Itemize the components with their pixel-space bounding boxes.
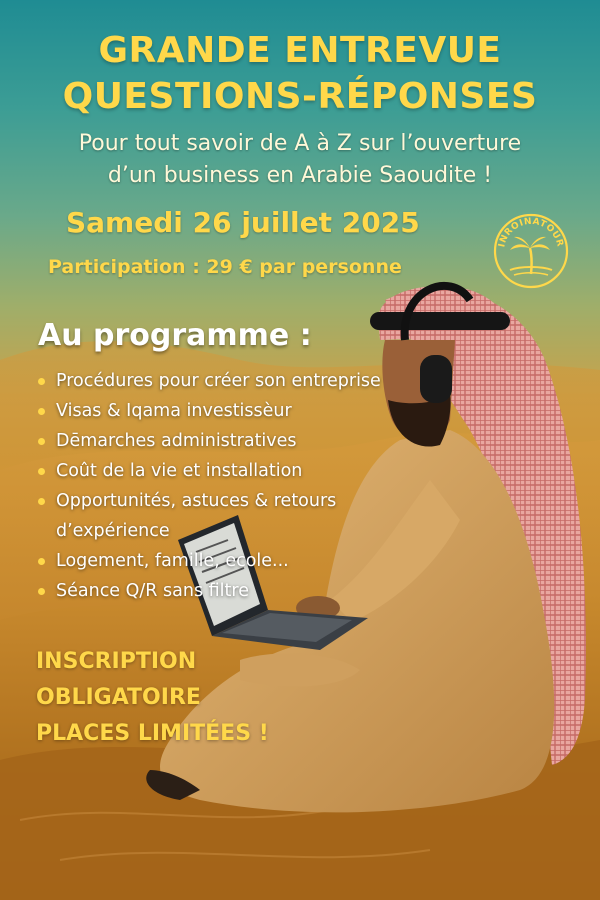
program-item: Opportunités, astuces & retours bbox=[38, 486, 438, 516]
logo-text: INROINATOUR bbox=[497, 216, 565, 249]
bullet-dot-icon bbox=[38, 498, 45, 505]
subtitle-line-1: Pour tout savoir de A à Z sur l’ouverture bbox=[78, 131, 522, 156]
bullet-dot-icon bbox=[38, 558, 45, 565]
bullet-dot-icon bbox=[38, 438, 45, 445]
cta-line-1: INSCRIPTION bbox=[36, 649, 197, 674]
title-line-1: GRANDE ENTREVUE bbox=[98, 30, 502, 71]
program-item: Coût de la vie et installation bbox=[38, 456, 438, 486]
subtitle-line-2: d’un business en Arabie Saoudite ! bbox=[107, 163, 493, 188]
event-date: Samedi 26 juillet 2025 bbox=[66, 206, 420, 239]
program-list bbox=[38, 366, 438, 606]
participation-fee: Participation : 29 € par personne bbox=[48, 256, 402, 278]
title-line-2: QUESTIONS-RÉPONSES bbox=[62, 76, 538, 117]
registration-callout bbox=[36, 644, 269, 752]
program-title: Au programme : bbox=[38, 318, 312, 353]
bullet-dot-icon bbox=[38, 408, 45, 415]
program-item: Procédures pour créer son entreprise bbox=[38, 366, 438, 396]
subtitle bbox=[0, 128, 600, 192]
program-item: Séance Q/R sans filtre bbox=[38, 576, 438, 606]
cta-line-3: PLACES LIMITÉES ! bbox=[36, 721, 269, 746]
bullet-dot-icon bbox=[38, 378, 45, 385]
cta-line-2: OBLIGATOIRE bbox=[36, 685, 201, 710]
program-item-continuation: d’expérience bbox=[56, 521, 170, 541]
program-item: Dēmarches administratives bbox=[38, 426, 438, 456]
program-item: Visas & Iqama investissèur bbox=[38, 396, 438, 426]
program-item: Logement, famille, ecole... bbox=[38, 546, 438, 576]
bullet-dot-icon bbox=[38, 468, 45, 475]
palm-tree-logo-icon bbox=[492, 212, 570, 290]
bullet-dot-icon bbox=[38, 588, 45, 595]
